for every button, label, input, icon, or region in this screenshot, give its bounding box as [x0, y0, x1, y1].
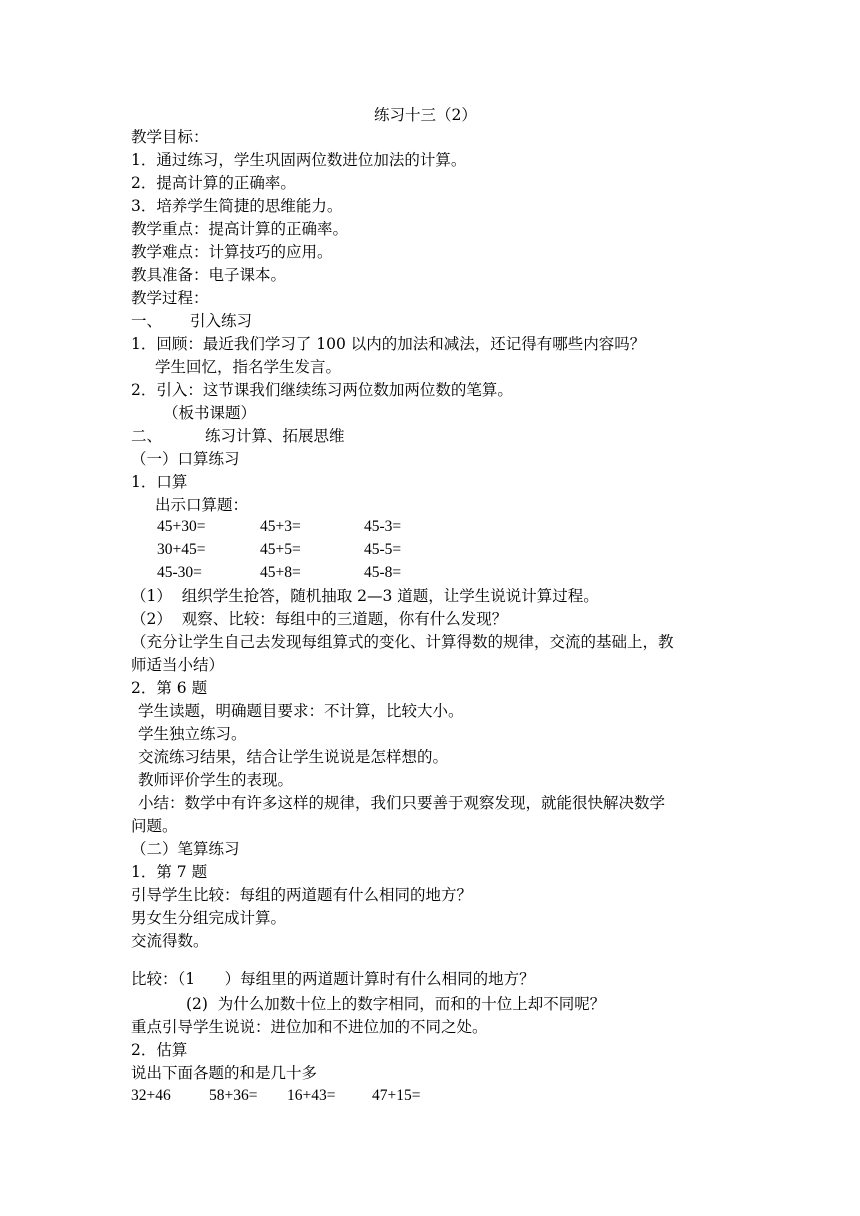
estimate-problem: 16+43=	[287, 1087, 336, 1104]
estimate-heading: 2．估算	[131, 1041, 188, 1059]
section-1-number: 一、	[131, 312, 163, 330]
difficulty: 教学难点：计算技巧的应用。	[131, 243, 333, 261]
question-6-line: 交流练习结果，结合让学生说说是怎样想的。	[138, 748, 449, 766]
oral-problem: 45+30=	[157, 518, 206, 535]
oral-show: 出示口算题：	[155, 496, 249, 514]
oral-problem: 45+8=	[260, 564, 301, 581]
oral-problem: 30+45=	[157, 541, 206, 558]
teaching-note: 师适当小结）	[131, 656, 225, 674]
question-7-line: 交流得数。	[131, 932, 209, 950]
oral-problem: 45-5=	[364, 541, 402, 558]
section-1-note: 学生回忆，指名学生发言。	[155, 358, 342, 376]
objective-item: 2．提高计算的正确率。	[131, 174, 296, 192]
document-title: 练习十三（2）	[374, 106, 477, 124]
oral-step: （2） 观察、比较：每组中的三道题，你有什么发现？	[131, 610, 508, 628]
question-6-heading: 2．第 6 题	[131, 679, 208, 697]
question-6-line: 教师评价学生的表现。	[138, 771, 294, 789]
teaching-note: （充分让学生自己去发现每组算式的变化、计算得数的规律，交流的基础上，教	[131, 633, 674, 651]
question-7-line: 引导学生比较：每组的两道题有什么相同的地方？	[131, 886, 473, 904]
section-1-note: （板书课题）	[163, 404, 257, 422]
compare-line: 比较：（1 ）每组里的两道题计算时有什么相同的地方？	[131, 970, 535, 988]
objectives-heading: 教学目标：	[131, 128, 209, 146]
oral-problem: 45+3=	[260, 518, 301, 535]
section-2-number: 二、	[131, 427, 163, 445]
question-6-line: 小结：数学中有许多这样的规律，我们只要善于观察发现，就能很快解决数学	[138, 794, 666, 812]
question-6-line: 学生独立练习。	[138, 725, 247, 743]
subsection-heading: （一）口算练习	[131, 450, 240, 468]
question-7-heading: 1．第 7 题	[131, 863, 208, 881]
oral-problem: 45+5=	[260, 541, 301, 558]
key-point: 教学重点：提高计算的正确率。	[131, 220, 349, 238]
oral-step: （1） 组织学生抢答，随机抽取 2—3 道题，让学生说说计算过程。	[131, 587, 599, 605]
materials: 教具准备：电子课本。	[131, 266, 287, 284]
estimate-problem: 47+15=	[372, 1087, 421, 1104]
section-1-item: 2．引入：这节课我们继续练习两位数加两位数的笔算。	[131, 381, 513, 399]
compare-line: (2) 为什么加数十位上的数字相同，而和的十位上却不同呢？	[186, 995, 606, 1013]
estimate-problem: 58+36=	[209, 1087, 258, 1104]
objective-item: 3．培养学生简捷的思维能力。	[131, 197, 343, 215]
subsection-heading: （二）笔算练习	[131, 840, 240, 858]
objective-item: 1．通过练习，学生巩固两位数进位加法的计算。	[131, 151, 467, 169]
question-6-line: 问题。	[131, 817, 178, 835]
oral-problem: 45-30=	[157, 564, 202, 581]
section-2-heading: 练习计算、拓展思维	[205, 427, 345, 445]
emphasis-line: 重点引导学生说说：进位加和不进位加的不同之处。	[131, 1018, 488, 1036]
oral-problem: 45-8=	[364, 564, 402, 581]
question-7-line: 男女生分组完成计算。	[131, 909, 287, 927]
section-1-heading: 引入练习	[190, 312, 253, 330]
oral-problem: 45-3=	[364, 518, 402, 535]
estimate-prompt: 说出下面各题的和是几十多	[131, 1064, 318, 1082]
process-heading: 教学过程：	[131, 289, 209, 307]
oral-heading: 1．口算	[131, 473, 188, 491]
question-6-line: 学生读题，明确题目要求：不计算，比较大小。	[138, 702, 464, 720]
section-1-item: 1．回顾：最近我们学习了 100 以内的加法和减法，还记得有哪些内容吗？	[131, 335, 646, 353]
estimate-problem: 32+46	[131, 1087, 171, 1104]
